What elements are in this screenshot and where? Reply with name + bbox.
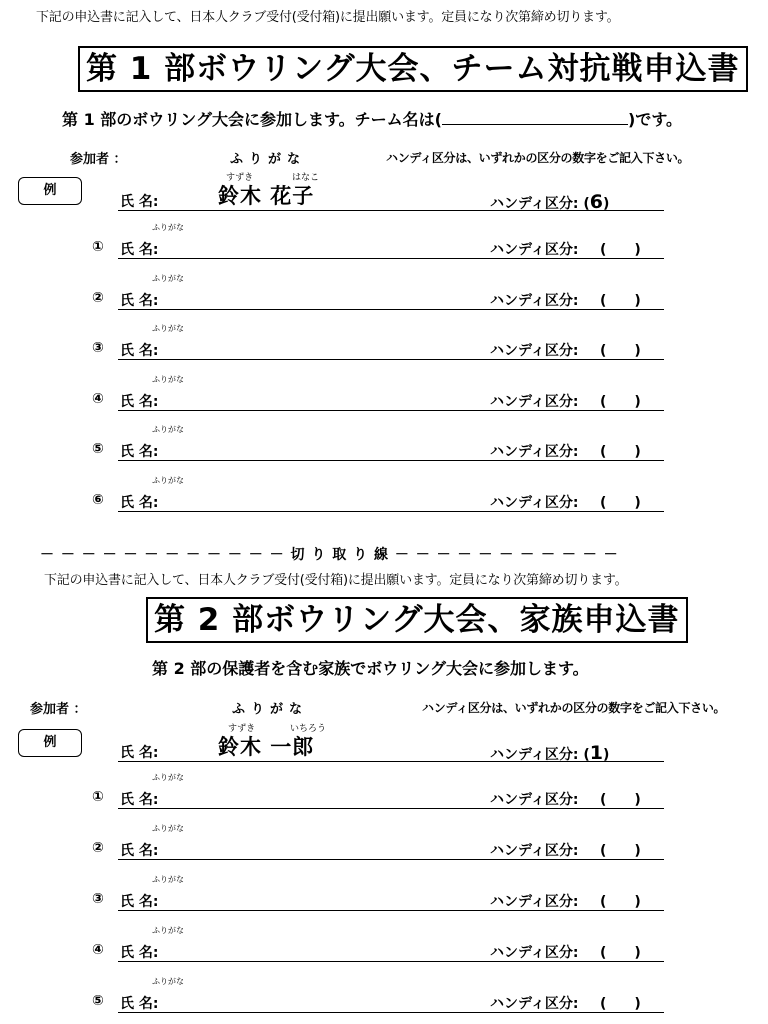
example-underline-1 [118,210,664,211]
row-name-label: 氏 名: [120,393,159,410]
row-handicap-field[interactable]: ( ) [600,242,641,258]
section2-intro: 第 2 部の保護者を含む家族でボウリング大会に参加します。 [152,659,589,678]
example-name-label-2: 氏 名: [120,745,159,761]
example-handicap-value-2: 1 [589,742,603,764]
row-name-field[interactable] [176,386,476,408]
row-handicap-label: ハンディ区分: [490,444,579,460]
row-handicap-field[interactable]: ( ) [600,444,641,460]
row-number: ② [92,289,104,306]
row-furigana-label: ふりがな [152,273,184,283]
row-name-label: 氏 名: [120,444,159,460]
row-handicap-field[interactable]: ( ) [600,945,641,961]
row-handicap-field[interactable]: ( ) [600,996,641,1012]
section1-intro [62,107,682,130]
row-number: ④ [92,942,104,958]
section1-intro-pre: 第 1 部のボウリング大会に参加します。チーム名は( [62,110,442,129]
row-handicap-field[interactable]: ( ) [600,843,641,859]
row-name-label: 氏 名: [120,494,159,511]
row-handicap-label: ハンディ区分: [490,343,579,359]
row-underline [118,859,664,860]
section1-title: 第 1 部ボウリング大会、チーム対抗戦申込書 [78,46,748,92]
example-name-label-1: 氏 名: [120,194,159,210]
row-name-label: 氏 名: [120,996,159,1012]
cut-line-right: － － － － － － － － － － － [394,547,619,563]
row-handicap-label: ハンディ区分: [490,945,579,961]
row-name-field[interactable] [176,436,476,458]
row-name-label: 氏 名: [120,945,159,961]
row-handicap-field[interactable]: ( ) [600,494,641,511]
team-name-field[interactable] [442,108,628,125]
row-underline [118,460,664,461]
row-furigana-label: ふりがな [152,977,184,986]
cut-line [40,544,619,564]
row-handicap-field[interactable]: ( ) [600,792,641,808]
row-number: ② [92,840,104,856]
furigana-header-2: ふりがな [232,702,309,717]
row-furigana-label: ふりがな [152,475,184,485]
row-handicap-label: ハンディ区分: [490,393,579,410]
row-number: ⑥ [92,491,104,508]
handicap-note-2: ハンディ区分は、いずれかの区分の数字をご記入下さい。 [422,701,726,715]
row-furigana-label: ふりがな [152,223,184,232]
row-handicap-label: ハンディ区分: [490,894,579,910]
row-furigana-label: ふりがな [152,824,184,833]
row-furigana-label: ふりがな [152,773,184,782]
row-handicap-field[interactable]: ( ) [600,894,641,910]
example-button-2: 例 [18,729,82,757]
row-handicap-label: ハンディ区分: [490,996,579,1012]
row-underline [118,511,664,512]
row-number: ⑤ [92,993,104,1009]
row-name-label: 氏 名: [120,343,159,359]
row-name-field[interactable] [176,487,476,509]
row-underline [118,410,664,411]
row-handicap-field[interactable]: ( ) [600,343,641,359]
row-underline [118,258,664,259]
row-number: ③ [92,891,104,907]
row-handicap-label: ハンディ区分: [490,843,579,859]
handicap-note-1: ハンディ区分は、いずれかの区分の数字をご記入下さい。 [386,151,690,165]
example-name-1: 鈴木 花子 [218,184,315,208]
paren-open-2: ( [583,747,590,763]
participants-label-2: 参加者 ： [30,702,87,717]
example-handicap-value-1: 6 [589,191,603,213]
row-name-label: 氏 名: [120,894,159,910]
example-underline-2 [118,761,664,762]
example-furigana-given-2: いちろう [290,724,327,734]
row-handicap-field[interactable]: ( ) [600,393,641,410]
row-underline [118,808,664,809]
row-number: ⑤ [92,441,104,457]
row-name-field[interactable] [176,784,476,806]
row-name-field[interactable] [176,234,476,256]
row-name-field[interactable] [176,988,476,1010]
example-handicap-label-1: ハンディ区分: [490,196,579,212]
row-name-field[interactable] [176,937,476,959]
row-name-field[interactable] [176,335,476,357]
paren-open-1: ( [583,196,590,212]
row-name-label: 氏 名: [120,292,159,309]
cut-line-label: 切 り 取 り 線 [290,547,389,563]
example-handicap-label-2: ハンディ区分: [490,747,579,763]
row-underline [118,961,664,962]
row-number: ④ [92,390,104,407]
row-furigana-label: ふりがな [152,926,184,935]
row-name-field[interactable] [176,835,476,857]
furigana-header-1: ふりがな [230,152,307,167]
paren-close-1: ) [603,196,610,212]
row-furigana-label: ふりがな [152,374,184,384]
cut-line-left: － － － － － － － － － － － － [40,547,285,563]
row-name-label: 氏 名: [120,792,159,808]
row-handicap-label: ハンディ区分: [490,494,579,511]
paren-close-2: ) [603,747,610,763]
row-underline [118,309,664,310]
row-handicap-label: ハンディ区分: [490,242,579,258]
row-handicap-field[interactable]: ( ) [600,292,641,309]
row-name-field[interactable] [176,886,476,908]
row-handicap-label: ハンディ区分: [490,792,579,808]
example-name-2: 鈴木 一郎 [218,735,315,759]
row-number: ③ [92,340,104,356]
row-name-label: 氏 名: [120,242,159,258]
row-handicap-label: ハンディ区分: [490,292,579,309]
example-button-1: 例 [18,177,82,205]
row-name-field[interactable] [176,285,476,307]
notice-text-2: 下記の申込書に記入して、日本人クラブ受付(受付箱)に提出願います。定員になり次第締め切ります。 [44,573,628,588]
example-furigana-family-1: すずき [226,173,254,183]
example-furigana-family-2: すずき [228,724,256,734]
row-furigana-label: ふりがな [152,324,184,333]
row-number: ① [92,239,104,255]
section2-title: 第 2 部ボウリング大会、家族申込書 [146,597,688,643]
row-underline [118,910,664,911]
row-underline [118,359,664,360]
row-furigana-label: ふりがな [152,875,184,884]
section1-intro-post: )です。 [628,110,683,129]
participants-label-1: 参加者 ： [70,152,127,167]
row-underline [118,1012,664,1013]
notice-text-1: 下記の申込書に記入して、日本人クラブ受付(受付箱)に提出願います。定員になり次第締め切ります。 [36,10,620,25]
row-furigana-label: ふりがな [152,425,184,434]
example-furigana-given-1: はなこ [292,173,320,183]
row-number: ① [92,789,104,805]
row-name-label: 氏 名: [120,843,159,859]
